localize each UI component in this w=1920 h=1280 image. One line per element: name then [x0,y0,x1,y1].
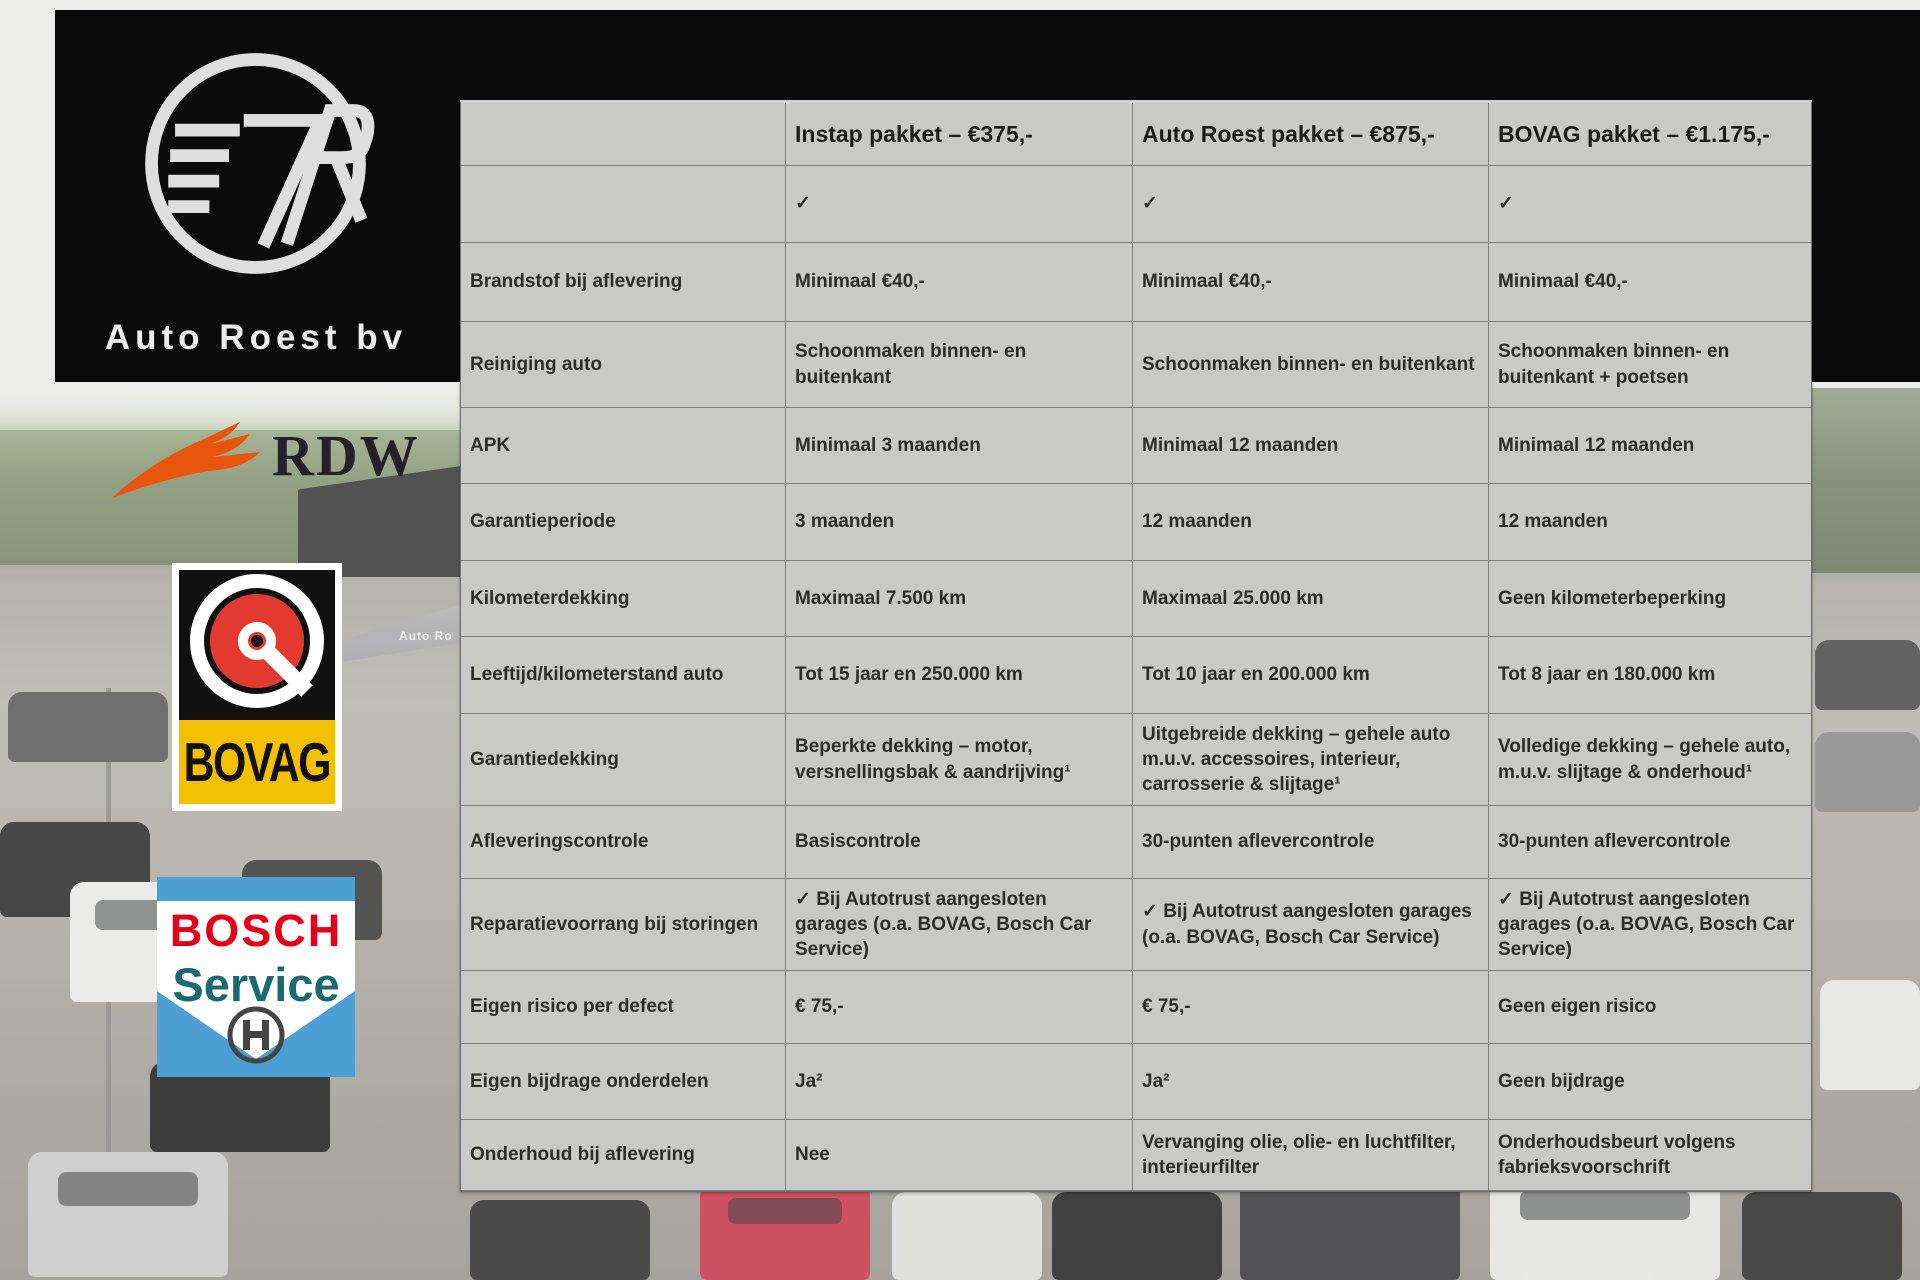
table-cell: € 75,- [786,971,1133,1044]
row-label: Reparatievoorrang bij storingen [461,879,786,971]
table-cell: Basiscontrole [786,806,1133,879]
table-cell: 12 maanden [1489,484,1811,561]
row-label: APK [461,408,786,484]
table-cell: Schoonmaken binnen- en buitenkant + poetsen [1489,322,1811,408]
table-cell: 3 maanden [786,484,1133,561]
bovag-logo [172,563,342,811]
rdw-wordmark: RDW [272,423,420,488]
table-cell: ✓ Bij Autotrust aangesloten garages (o.a. BOVAG, Bosch Car Service) [1133,879,1489,971]
table-cell: Vervanging olie, olie- en luchtfilter, interieurfilter [1133,1120,1489,1191]
rdw-logo [110,416,420,516]
row-label: Onderhoud bij aflevering [461,1120,786,1191]
table-cell: ✓ Bij Autotrust aangesloten garages (o.a. BOVAG, Bosch Car Service) [786,879,1133,971]
bovag-wordmark-band [179,720,335,804]
table-cell: Beperkte dekking – motor, versnellingsbak & aandrijving¹ [786,714,1133,806]
row-label: Garantiedekking [461,714,786,806]
table-cell: Tot 15 jaar en 250.000 km [786,637,1133,714]
bosch-wordmark: BOSCH [169,905,343,956]
row-label: Garantieperiode [461,484,786,561]
column-header: Instap pakket – €375,- [786,103,1133,166]
table-cell: Minimaal 12 maanden [1133,408,1489,484]
package-comparison-table [460,100,1812,1192]
table-cell: € 75,- [1133,971,1489,1044]
row-label: Reiniging auto [461,322,786,408]
table-cell: Tot 8 jaar en 180.000 km [1489,637,1811,714]
table-cell: Geen kilometerbeperking [1489,561,1811,637]
table-cell: 12 maanden [1133,484,1489,561]
bovag-wordmark: BOVAG [183,731,331,793]
table-cell: 30-punten aflevercontrole [1133,806,1489,879]
table-cell: ✓ [1133,166,1489,243]
column-header: Auto Roest pakket – €875,- [1133,103,1489,166]
table-cell: Onderhoudsbeurt volgens fabrieksvoorschrift [1489,1120,1811,1191]
bovag-emblem [179,570,335,720]
bosch-armature-icon [223,1005,289,1067]
table-cell: Minimaal €40,- [1133,243,1489,322]
table-cell: Minimaal 3 maanden [786,408,1133,484]
table-cell: Ja² [786,1044,1133,1120]
table-cell: Schoonmaken binnen- en buitenkant [1133,322,1489,408]
table-cell: ✓ [1489,166,1811,243]
table-cell: Minimaal 12 maanden [1489,408,1811,484]
table-cell: Geen bijdrage [1489,1044,1811,1120]
row-label: Eigen bijdrage onderdelen [461,1044,786,1120]
table-cell: Maximaal 7.500 km [786,561,1133,637]
table-corner-cell [461,103,786,166]
table-cell: Geen eigen risico [1489,971,1811,1044]
dealer-name: Auto Roest bv [104,318,408,357]
table-cell: ✓ Bij Autotrust aangesloten garages (o.a. BOVAG, Bosch Car Service) [1489,879,1811,971]
table-cell: Tot 10 jaar en 200.000 km [1133,637,1489,714]
table-cell: Maximaal 25.000 km [1133,561,1489,637]
table-cell: ✓ [786,166,1133,243]
rdw-wing-icon [110,418,278,510]
table-cell: Nee [786,1120,1133,1191]
auto-roest-logo-icon [128,36,383,291]
column-header: BOVAG pakket – €1.175,- [1489,103,1811,166]
row-label: Kilometerdekking [461,561,786,637]
table-cell: Uitgebreide dekking – gehele auto m.u.v. accessoires, interieur, carrosserie & slijtage¹ [1133,714,1489,806]
row-label: Afleveringscontrole [461,806,786,879]
row-label: Leeftijd/kilometerstand auto [461,637,786,714]
table-cell: Schoonmaken binnen- en buitenkant [786,322,1133,408]
row-label [461,166,786,243]
table-cell: Volledige dekking – gehele auto, m.u.v. slijtage & onderhoud¹ [1489,714,1811,806]
table-cell: Minimaal €40,- [786,243,1133,322]
table-cell: Ja² [1133,1044,1489,1120]
photo-building-sign: Auto Ro [399,629,453,643]
row-label: Eigen risico per defect [461,971,786,1044]
bosch-service-logo [157,877,355,1077]
table-cell: Minimaal €40,- [1489,243,1811,322]
table-cell: 30-punten aflevercontrole [1489,806,1811,879]
bosch-service-wordmark: Service [172,958,340,1011]
row-label: Brandstof bij aflevering [461,243,786,322]
bovag-dial-icon [179,570,335,717]
